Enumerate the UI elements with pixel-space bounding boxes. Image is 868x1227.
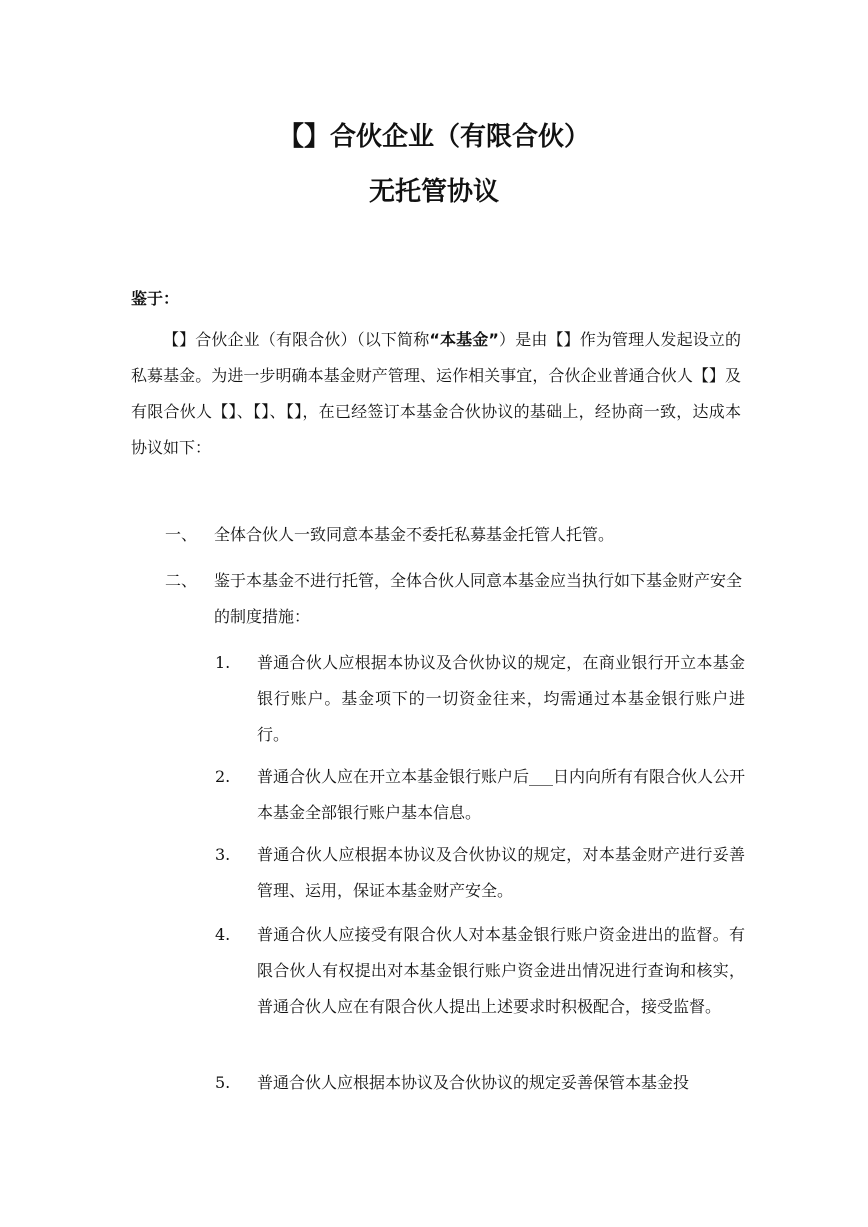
recital-text-2: ）是由【】作为管理人发起设立的私募基金。为进一步明确本基金财产管理、运作相关事宜，合伙企业普通合伙人【】及有限合伙人【】、【】、【】，在已经签订本基金合伙协议的基础上，经协商一致，达成本协议如下： (131, 330, 741, 457)
subclause-number: 5. (215, 1073, 231, 1092)
recital-text-1: 【】合伙企业（有限合伙）（以下简称 (163, 330, 430, 349)
subclause-text: 普通合伙人应根据本协议及合伙协议的规定，对本基金财产进行妥善管理、运用，保证本基金财产安全。 (257, 845, 745, 900)
subclause-item (215, 917, 745, 1025)
clause-item (165, 563, 745, 635)
document-subtitle: 无托管协议 (368, 177, 499, 207)
subclause-item (215, 837, 745, 909)
subclause-number: 2. (215, 767, 231, 786)
recital-paragraph (131, 322, 741, 466)
clause-number: 一、 (165, 525, 198, 544)
subclause-item (215, 759, 745, 831)
clause-text: 鉴于本基金不进行托管，全体合伙人同意本基金应当执行如下基金财产安全的制度措施： (214, 571, 743, 626)
clause-number: 二、 (165, 571, 198, 590)
subclause-text: 普通合伙人应根据本协议及合伙协议的规定，在商业银行开立本基金银行账户。基金项下的一切资金往来，均需通过本基金银行账户进行。 (257, 653, 745, 744)
subclause-text: 普通合伙人应根据本协议及合伙协议的规定妥善保管本基金投 (257, 1073, 690, 1092)
subclause-item (215, 645, 745, 753)
document-title: 【】合伙企业（有限合伙） (277, 122, 590, 152)
recital-defined-term: “本基金” (429, 330, 499, 349)
clause-text: 全体合伙人一致同意本基金不委托私募基金托管人托管。 (214, 525, 615, 544)
subclause-item (215, 1065, 745, 1101)
recital-label: 鉴于： (131, 289, 180, 308)
subclause-number: 3. (215, 845, 231, 864)
subclause-number: 4. (215, 925, 231, 944)
clause-item (165, 517, 745, 553)
subclause-text: 普通合伙人应在开立本基金银行账户后___日内向所有有限合伙人公开本基金全部银行账户基本信息。 (257, 767, 746, 822)
subclause-text: 普通合伙人应接受有限合伙人对本基金银行账户资金进出的监督。有限合伙人有权提出对本基金银行账户资金进出情况进行查询和核实，普通合伙人应在有限合伙人提出上述要求时积极配合，接受监督。 (257, 925, 745, 1016)
subclause-number: 1. (215, 653, 231, 672)
